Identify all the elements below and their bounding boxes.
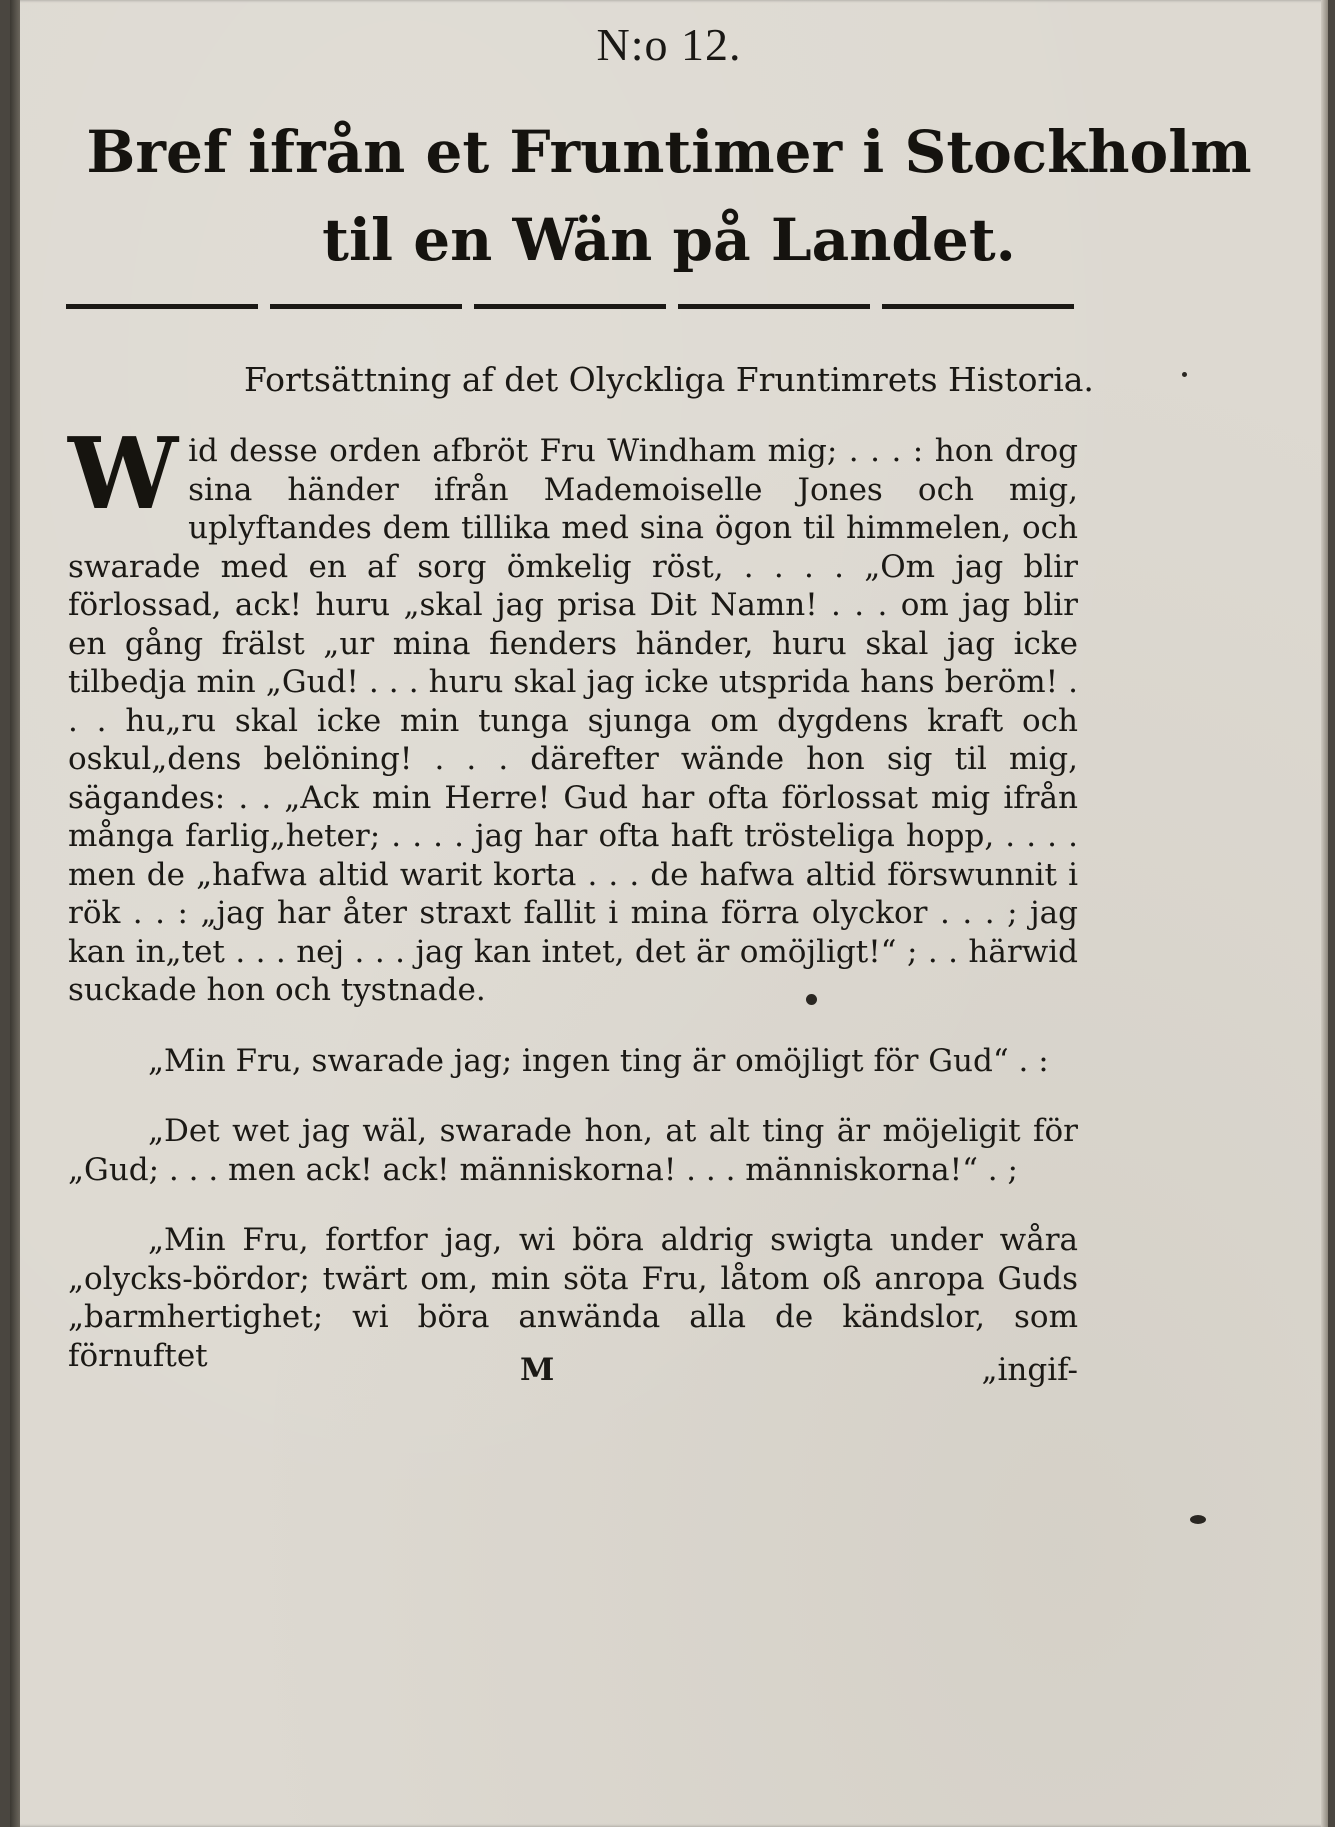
rule-segment — [678, 304, 870, 309]
page-title — [10, 108, 1328, 284]
page-footer — [68, 1352, 1078, 1392]
rule-segment — [270, 304, 462, 309]
body-text — [68, 417, 1078, 1375]
title-line-1: Bref ifrån et Fruntimer i Stockholm — [86, 118, 1252, 186]
paragraph-2: „Min Fru, swarade jag; ingen ting är omöjligt för Gud“ . : — [148, 1042, 1049, 1079]
issue-number: N:o 12. — [596, 19, 742, 70]
title-line-2: til en Wän på Landet. — [322, 206, 1016, 274]
signature-mark: M — [520, 1352, 555, 1388]
ink-speck — [1182, 372, 1187, 377]
paragraph-1 — [68, 417, 1078, 1010]
drop-cap: W — [68, 417, 179, 532]
section-subtitle: Fortsättning af det Olyckliga Fruntimrets Historia. — [244, 360, 1094, 399]
catchword: „ingif- — [981, 1352, 1078, 1388]
paragraph-1-text: id desse orden afbröt Fru Windham mig; . . . : hon drog sina händer ifrån Mademoiselle Jones och mig, uplyftandes dem tillika med sina ögon til himmelen, och swarade med en af sorg ömkelig röst, . . . . „Om jag blir förlossad, ack! huru „skal jag prisa Dit Namn! . . . om jag blir en gång frälst „ur mina fienders händer, huru skal jag icke tilbedja min „Gud! . . . huru skal jag icke utsprida hans beröm! . . . hu„ru skal icke min tunga sjunga om dygdens kraft och oskul„dens belöning! . . . därefter wände hon sig til mig, sägandes: . . „Ack min Herre! Gud har ofta förlossat mig ifrån många farlig„heter; . . . . jag har ofta haft tröstеliga hopp, . . . . men de „hafwa altid warit korta . . . de hafwa altid förswunnit i rök . . : „jag har åter straxt fallit i mina förra olyckor . . . ; jag kan in„tet . . . nej . . . jag kan intet, det är omöjligt!“ ; . . härwid suckade hon och tystnade. — [68, 433, 1078, 1008]
rule-segment — [474, 304, 666, 309]
paragraph-4: „Min Fru, fortfor jag, wi böra aldrig swigta under wåra „olycks-bördor; twärt om, min söta Fru, låtom oß anropa Guds „barmhertighet; wi böra anwända alla de kändslor, som förnuftet — [68, 1222, 1078, 1374]
rule-segment — [66, 304, 258, 309]
ink-speck — [1190, 1515, 1206, 1524]
paragraph-3: „Det wet jag wäl, swarade hon, at alt ting är möjeligit för „Gud; . . . men ack! ack! människorna! . . . människorna!“ . ; — [68, 1113, 1078, 1188]
ink-speck — [806, 994, 817, 1005]
title-rule — [66, 304, 1074, 310]
rule-segment — [882, 304, 1074, 309]
document-page — [10, 0, 1328, 1827]
